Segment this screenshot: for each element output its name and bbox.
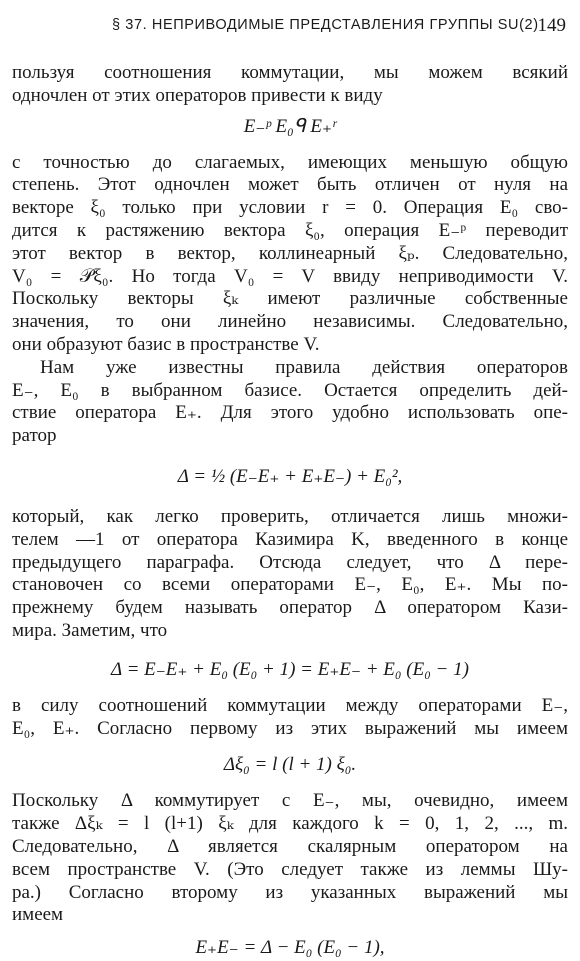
text-line: Нам уже известны правила действия операторов — [40, 356, 568, 378]
page-header — [12, 14, 568, 38]
formula-casimir-identity: Δ = E₋E₊ + E₀ (E₀ + 1) = E₊E₋ + E₀ (E₀ − 1) — [111, 658, 469, 680]
text-line: степень. Этот одночлен может быть отличен от нуля на — [12, 174, 568, 196]
text-line: значения, то они линейно независимы. Следовательно, — [12, 311, 568, 333]
text-line: в силу соотношений коммутации между операторами E₋, — [12, 694, 568, 716]
text-line: Поскольку векторы ξₖ имеют различные собственные — [12, 288, 568, 310]
text-line: мира. Заметим, что — [12, 619, 168, 641]
text-line: ратор — [12, 425, 57, 447]
text-line: векторе ξ₀ только при условии r = 0. Операция E₀ сво- — [12, 197, 568, 219]
page-number: 149 — [537, 15, 566, 36]
text-line: ствие оператора E₊. Для этого удобно использовать опе- — [12, 402, 568, 424]
text-line: который, как легко проверить, отличается лишь множи- — [12, 505, 568, 527]
text-line: V₀ = 𝒫ξ₀. Но тогда V₀ = V ввиду неприводимости V. — [12, 265, 568, 287]
text-line: Поскольку Δ коммутирует с E₋, мы, очевидно, имеем — [12, 790, 568, 812]
text-line: дится к растяжению вектора ξ₀, операция E₋ᵖ переводит — [12, 219, 568, 241]
text-line: E₋, E₀ в выбранном базисе. Остается определить дей- — [12, 379, 568, 401]
text-line: этот вектор в вектор, коллинеарный ξₚ. Следовательно, — [12, 242, 568, 264]
text-line: ра.) Согласно второму из указанных выражений мы — [12, 881, 568, 903]
text-line: имеем — [12, 904, 64, 926]
text-line: телем —1 от оператора Казимира K, введенного в конце — [12, 528, 568, 550]
text-line: E₀, E₊. Согласно первому из этих выражений мы имеем — [12, 717, 568, 739]
page-body — [12, 62, 568, 961]
text-line: становочен со всеми операторами E₋, E₀, E₊. Мы по- — [12, 574, 568, 596]
text-line: прежнему будем называть оператор Δ оператором Кази- — [12, 597, 568, 619]
text-line: предыдущего параграфа. Отсюда следует, что Δ пере- — [12, 551, 568, 573]
text-line: пользуя соотношения коммутации, мы можем всякий — [12, 62, 568, 83]
text-line: также Δξₖ = l (l+1) ξₖ для каждого k = 0, 1, 2, ..., m. — [12, 813, 568, 835]
formula-eigenvalue: Δξ₀ = l (l + 1) ξ₀. — [223, 754, 357, 776]
text-line: с точностью до слагаемых, имеющих меньшую общую — [12, 151, 568, 173]
text-line: всем пространстве V. (Это следует также из леммы Шу- — [12, 858, 568, 880]
formula-casimir-definition: Δ = ½ (E₋E₊ + E₊E₋) + E₀², — [177, 465, 403, 487]
text-line: они образуют базис в пространстве V. — [12, 333, 320, 355]
formula-product: E₊E₋ = Δ − E₀ (E₀ − 1), — [195, 937, 385, 959]
running-head: § 37. НЕПРИВОДИМЫЕ ПРЕДСТАВЛЕНИЯ ГРУППЫ SU(2) — [112, 17, 539, 33]
formula-monomial: E₋ᵖ E₀ᑫ E₊ʳ — [243, 115, 337, 137]
text-line: Следовательно, Δ является скалярным оператором на — [12, 835, 568, 857]
text-line: одночлен от этих операторов привести к виду — [12, 84, 383, 106]
